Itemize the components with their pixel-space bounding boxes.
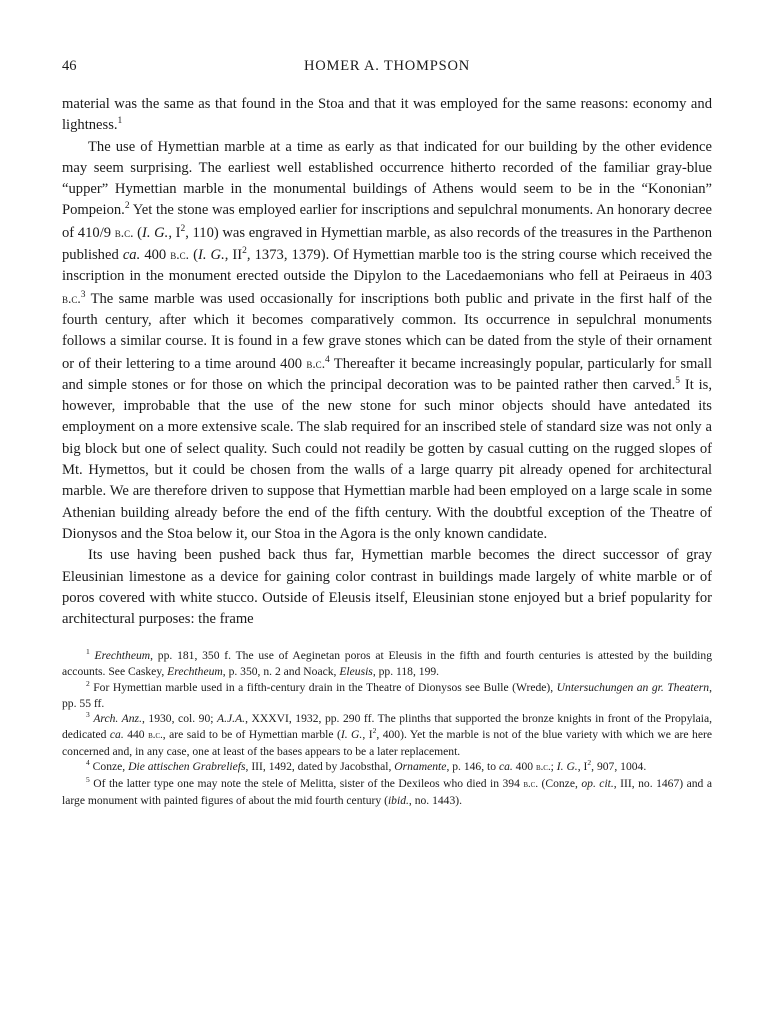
footnote-ref-1[interactable]: 1 <box>117 116 123 127</box>
footnote-3: $^3$ Arch. Anz., 1930, col. 90; A.J.A., XXXVI, 1932, pp. 290 ff. The plinths that supported the bronze knights in front of the Propylaia, dedicated ca. 440 b.c., are said to be of Hymettian marble (I. G., $I^2$, 400). Yet the marble is not of the blue variety with which we are here concerned and, in any case, one at least of the bases appears to be a later replacement. <box>62 710 712 758</box>
footnote-ref-5[interactable]: 5 <box>675 376 680 386</box>
page-number: 46 <box>62 58 77 74</box>
footnote-ref-3[interactable]: 3 <box>80 289 86 300</box>
footnote-2: $^2$ For Hymettian marble used in a fifth-century drain in the Theatre of Dionysos see Bulle (Wrede), Untersuchungen an gr. Theatern, pp. 55 ff. <box>62 678 712 710</box>
body-text <box>62 94 712 630</box>
footnote-1: $^1$ Erechtheum, pp. 181, 350 f. The use of Aeginetan poros at Eleusis in the fifth and fourth centuries is attested by the building accounts. See Caskey, Erechtheum, p. 350, n. 2 and Noack, Eleusis, pp. 118, 199. <box>62 647 712 679</box>
page-header <box>62 58 712 84</box>
running-head: HOMER A. THOMPSON <box>303 58 470 74</box>
paragraph-3: Its use having been pushed back thus far, Hymettian marble becomes the direct successor of gray Eleusinian limestone as a device for gaining color contrast in buildings made largely of white marble or of poros covered with white stucco. Outside of Eleusis itself, Eleusinian stone enjoyed but a brief popularity for architectural purposes: the frame <box>62 547 712 628</box>
paragraph-1: material was the same as that found in the Stoa and that it was employed for the same reasons: economy and lightness.$^1$ <box>62 96 712 134</box>
footnote-ref-2[interactable]: 2 <box>124 201 130 212</box>
footnote-5: $^5$ Of the latter type one may note the stele of Melitta, sister of the Dexileos who died in 394 b.c. (Conze, op. cit., III, no. 1467) and a large monument with painted figures of about the mid fourth century (ibid., no. 1443). <box>62 775 712 807</box>
footnotes <box>62 648 712 808</box>
footnote-ref-4[interactable]: 4 <box>325 354 330 365</box>
page <box>62 58 712 808</box>
paragraph-2: The use of Hymettian marble at a time as early as that indicated for our building by the other evidence may seem surprising. The earliest well established occurrence hitherto recorded of the familiar gray-blue “upper” Hymettian marble in the monumental buildings of Athens would seem to be in the “Kononian” Pompeion.$^2$ Yet the stone was employed earlier for inscriptions and sepulchral monuments. An honorary decree of 410/9 b.c. (I. G., $I^2$, 110) was engraved in Hymettian marble, as also records of the treasures in the Parthenon published ca. 400 b.c. (I. G., $II^2$, 1373, 1379). Of Hymettian marble too is the string course which received the inscription in the monument erected outside the Dipylon to the Lacedaemonians who fell at Peiraeus in 403 b.c.$^3$ The same marble was used occasionally for inscriptions both public and private in the first half of the fourth century, after which it becomes comparatively common. Its occurrence in sepulchral monuments follows a similar course. It is found in a few grave stones which can be dated from the style of their ornament or of their lettering to a time around 400 b.c.$^4$ Thereafter it became increasingly popular, particularly for small and simple stones or for those on which the principal decoration was to be painted rather then carved.$^5$ It is, however, improbable that the use of the new stone for such minor objects should have antedated its employment on a more extensive scale. The slab required for an inscribed stele of standard size was not only a big block but one of select quality. Such could not readily be gotten by casual cutting on the rugged slopes of Mt. Hymettos, but it could be chosen from the walls of a large quarry pit already opened for architectural marble. We are therefore driven to suppose that Hymettian marble had been employed on a large scale in some Athenian building already before the end of the fifth century. With the doubtful exception of the Theatre of Dionysos and the Stoa below it, our Stoa in the Agora is the only known candidate. <box>62 138 713 542</box>
footnote-4: $^4$ Conze, Die attischen Grabreliefs, III, 1492, dated by Jacobsthal, Ornamente, p. 146, to ca. 400 b.c.; I. G., $I^2$, 907, 1004. <box>86 758 647 774</box>
